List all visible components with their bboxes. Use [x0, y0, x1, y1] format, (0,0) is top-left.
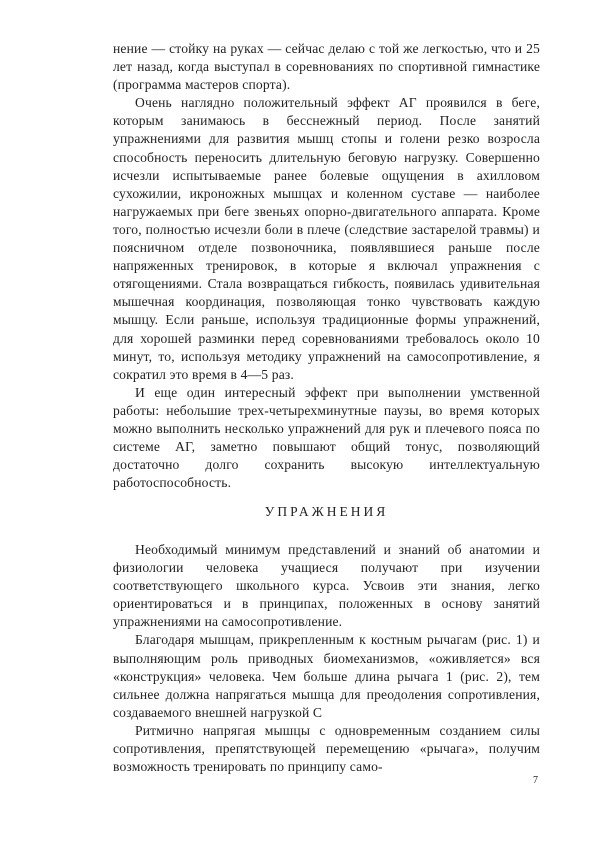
page-number: 7	[533, 775, 538, 786]
paragraph-mental-work: И еще один интересный эффект при выполнении умственной работы: небольшие трех-четырехминутные паузы, во время которых можно выполнить несколько упражнений для рук и плечевого пояса по системе АГ, заметно повышают общий тонус, позволяющий достаточно долго сохранить высокую интеллектуальную работоспособность.	[113, 384, 540, 491]
paragraph-running-effect: Очень наглядно положительный эффект АГ проявился в беге, которым занимаюсь в бесснежный период. После занятий упражнениями для развития мышц стопы и голени резко возросла способность переносить длительную беговую нагрузку. Совершенно исчезли испытываемые ранее болевые ощущения в ахилловом сухожилии, икроножных мышцах и коленном суставе — наиболее нагружаемых при беге звеньях опорно-двигательного аппарата. Кроме того, полностью исчезли боли в плече (следствие застарелой травмы) и поясничном отделе позвоночника, появлявшиеся раньше после напряженных тренировок, в которые я включал упражнения с отягощениями. Стала возвращаться гибкость, появилась удивительная мышечная координация, позволяющая тонко чувствовать каждую мышцу. Если раньше, используя традиционные формы упражнений, для хорошей разминки перед соревнованиями требовалось около 10 минут, то, используя методику упражнений на самосопротивление, я сократил это время в 4—5 раз.	[113, 95, 540, 382]
section-heading: УПРАЖНЕНИЯ	[264, 504, 389, 519]
paragraph-continuation: нение — стойку на руках — сейчас делаю с той же легкостью, что и 25 лет назад, когда выступал в соревнованиях по спортивной гимнастике (программа мастеров спорта).	[113, 41, 540, 93]
paragraph-rhythmic: Ритмично напрягая мышцы с одновременным созданием силы сопротивления, препятствующей перемещению «рычага», получим возможность тренировать по принципу само-	[113, 722, 540, 775]
text-block-top	[113, 40, 540, 492]
text-block-exercises	[113, 541, 540, 776]
paragraph-levers: Благодаря мышцам, прикрепленным к костным рычагам (рис. 1) и выполняющим роль приводных биомеханизмов, «оживляется» вся «конструкция» человека. Чем больше длина рычага 1 (рис. 2), тем сильнее должна напрягаться мышца для преодоления сопротивления, создаваемого внешней нагрузкой С	[113, 632, 540, 720]
paragraph-anatomy: Необходимый минимум представлений и знаний об анатомии и физиологии человека учащиеся получают при изучении соответствующего школьного курса. Усвоив эти знания, легко ориентироваться и в принципах, положенных в основу занятий упражнениями на самосопротивление.	[113, 542, 540, 630]
